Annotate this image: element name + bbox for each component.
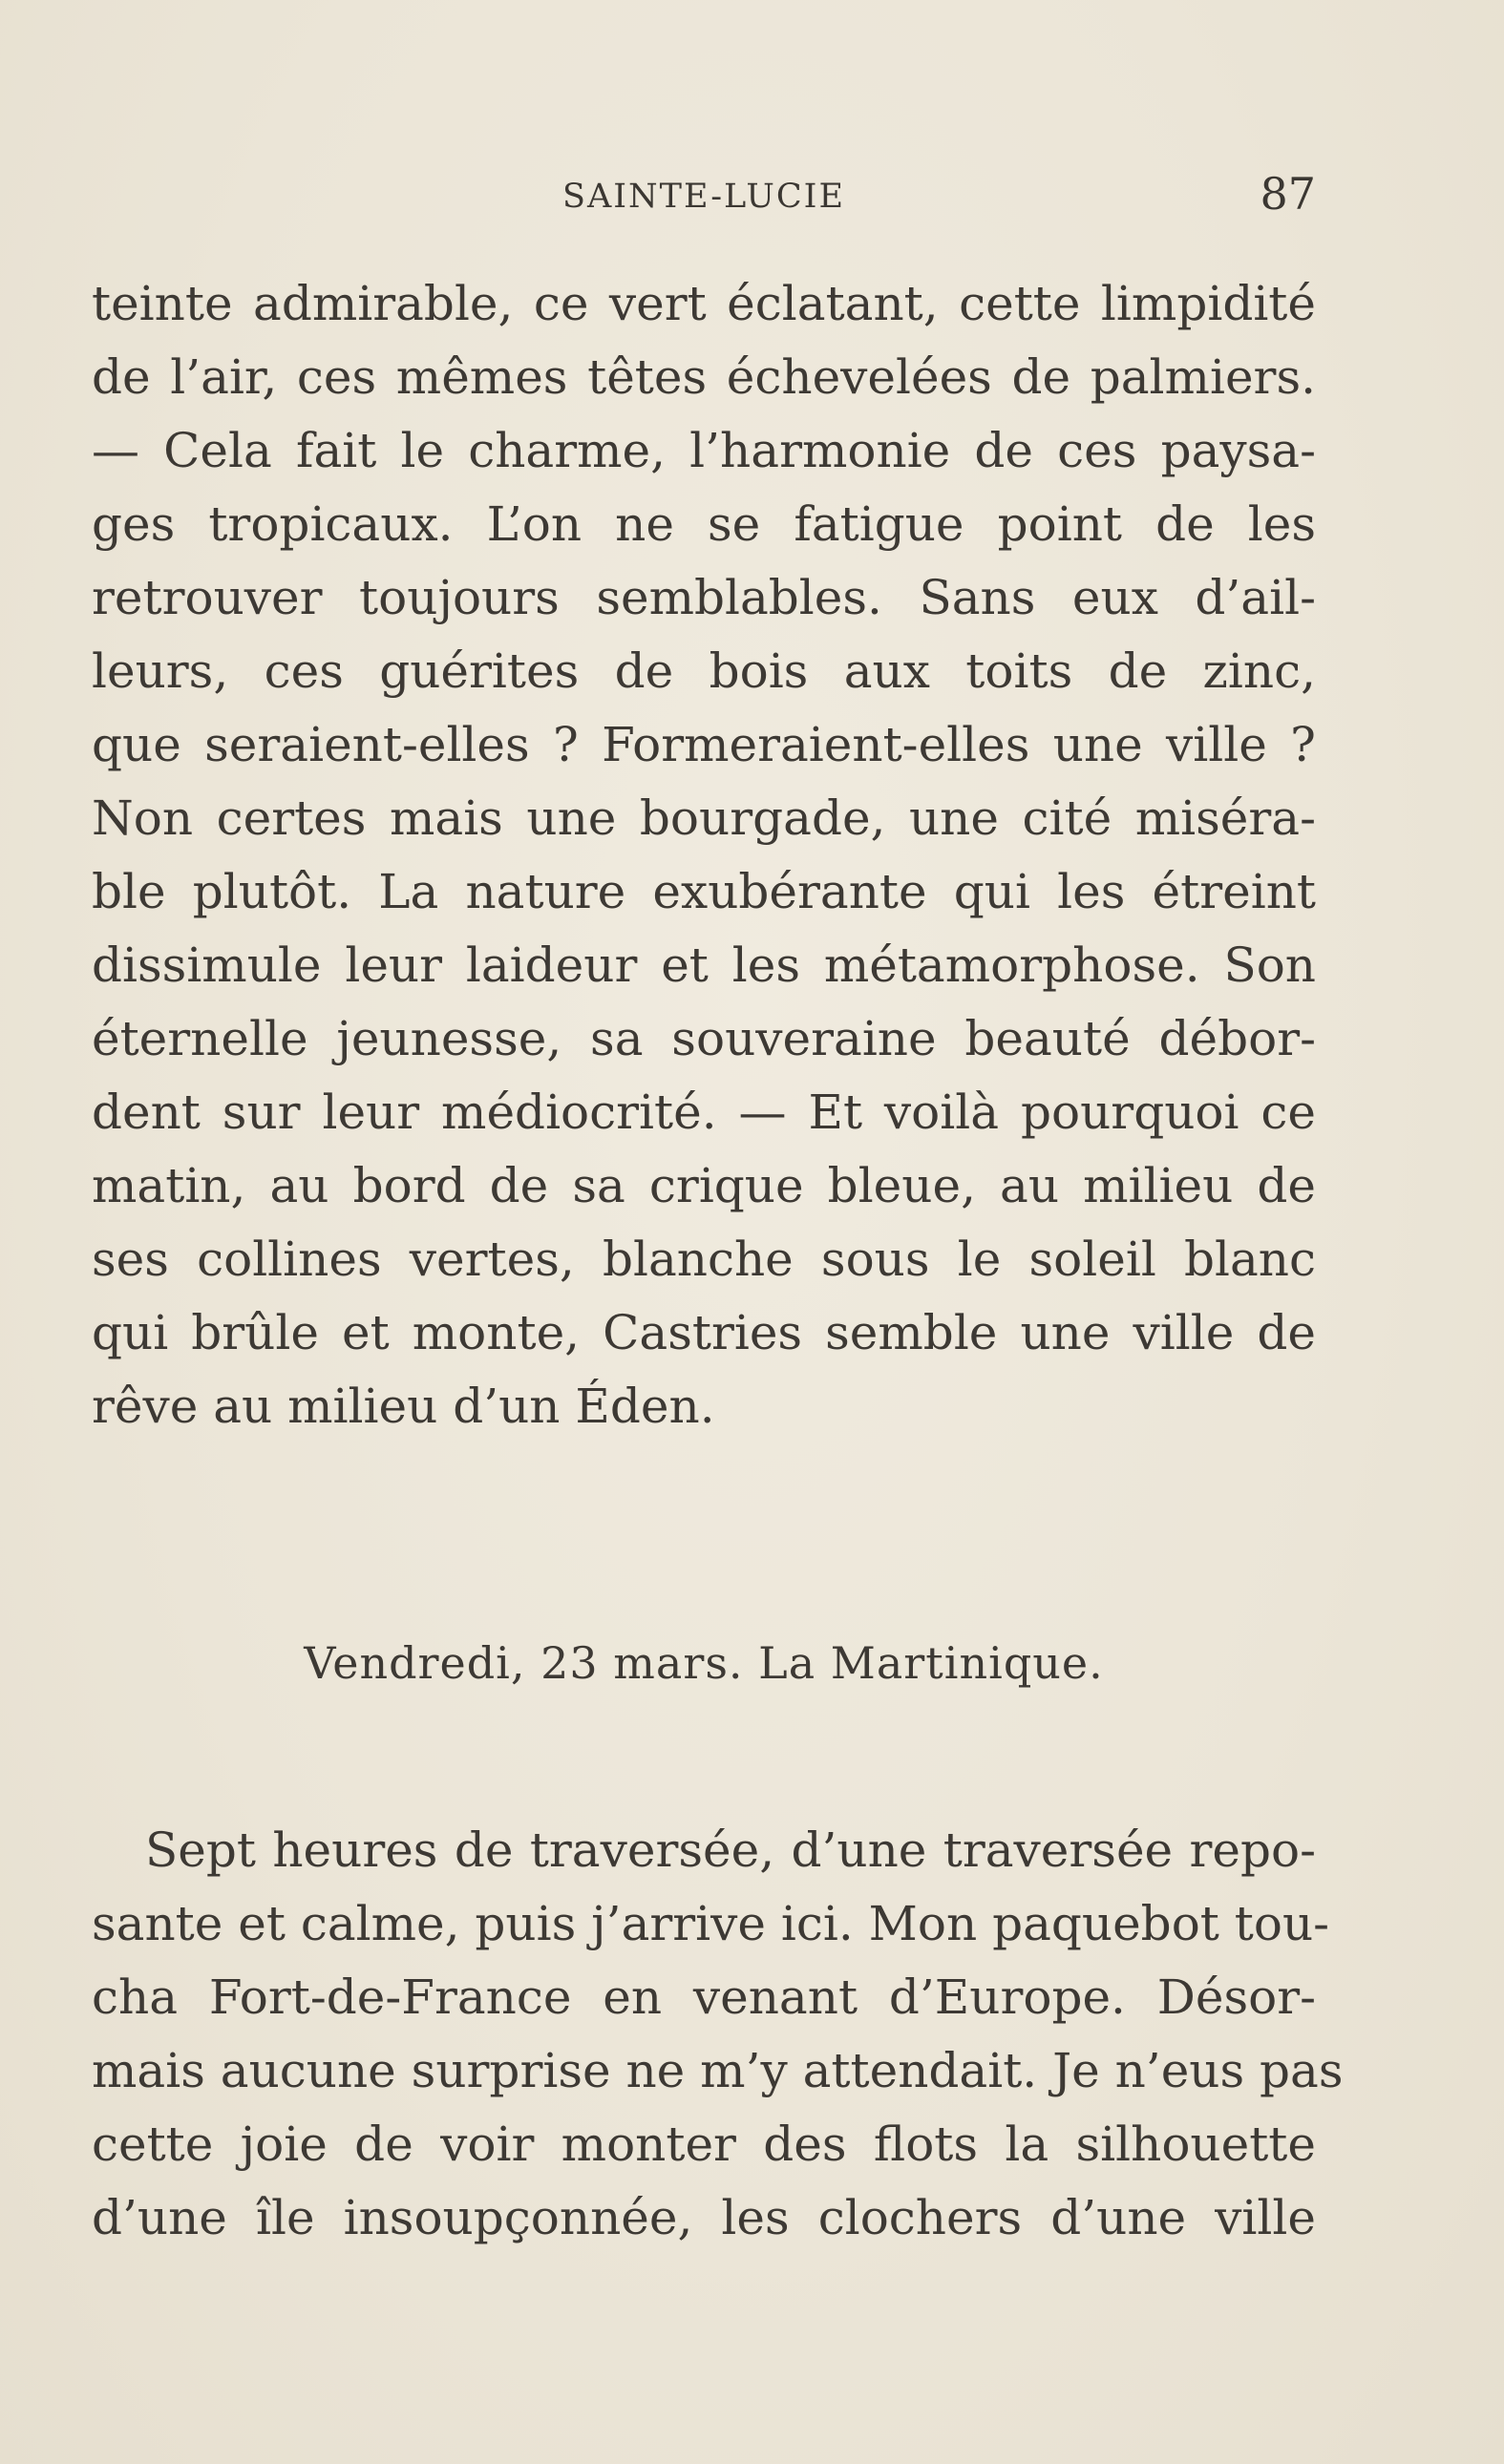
date-heading: Vendredi, 23 mars. La Martinique. (304, 1637, 1104, 1689)
text-line: Sept heures de traversée, d’une traversée repo- (145, 1822, 1316, 1878)
text-line: sante et calme, puis j’arrive ici. Mon paquebot tou- (92, 1896, 1330, 1951)
text-line: leurs, ces guérites de bois aux toits de zinc, (92, 643, 1316, 699)
text-line: mais aucune surprise ne m’y attendait. Je n’eus pas (92, 2043, 1344, 2098)
text-line: dissimule leur laideur et les métamorphose. Son (92, 937, 1316, 993)
text-line: cette joie de voir monter des flots la silhouette (92, 2117, 1316, 2172)
text-line: éternelle jeunesse, sa souveraine beauté débor- (92, 1011, 1316, 1066)
text-line: d’une île insoupçonnée, les clochers d’une ville (92, 2190, 1316, 2245)
page-number: 87 (1260, 168, 1316, 220)
text-line: ble plutôt. La nature exubérante qui les étreint (92, 864, 1316, 919)
text-line: matin, au bord de sa crique bleue, au milieu de (92, 1158, 1316, 1213)
text-line: Non certes mais une bourgade, une cité miséra- (92, 790, 1316, 846)
text-line: ges tropicaux. L’on ne se fatigue point de les (92, 496, 1316, 552)
running-title: SAINTE-LUCIE (561, 178, 846, 216)
text-line: qui brûle et monte, Castries semble une ville de (92, 1305, 1316, 1360)
text-line: teinte admirable, ce vert éclatant, cette limpidité (92, 276, 1316, 331)
text-line: de l’air, ces mêmes têtes échevelées de palmiers. (92, 349, 1316, 405)
text-line: ses collines vertes, blanche sous le soleil blanc (92, 1232, 1316, 1287)
text-line: dent sur leur médiocrité. — Et voilà pourquoi ce (92, 1085, 1316, 1140)
text-line: cha Fort-de-France en venant d’Europe. Désor- (92, 1969, 1316, 2025)
paragraph-sainte-lucie (92, 267, 1316, 1443)
page-header (92, 168, 1316, 225)
paragraph-martinique (92, 1814, 1344, 2255)
text-line: retrouver toujours semblables. Sans eux d’ail- (92, 570, 1316, 625)
text-line: — Cela fait le charme, l’harmonie de ces paysa- (92, 423, 1316, 478)
text-line: rêve au milieu d’un Éden. (92, 1379, 715, 1434)
text-line: que seraient-elles ? Formeraient-elles une ville ? (92, 717, 1316, 772)
